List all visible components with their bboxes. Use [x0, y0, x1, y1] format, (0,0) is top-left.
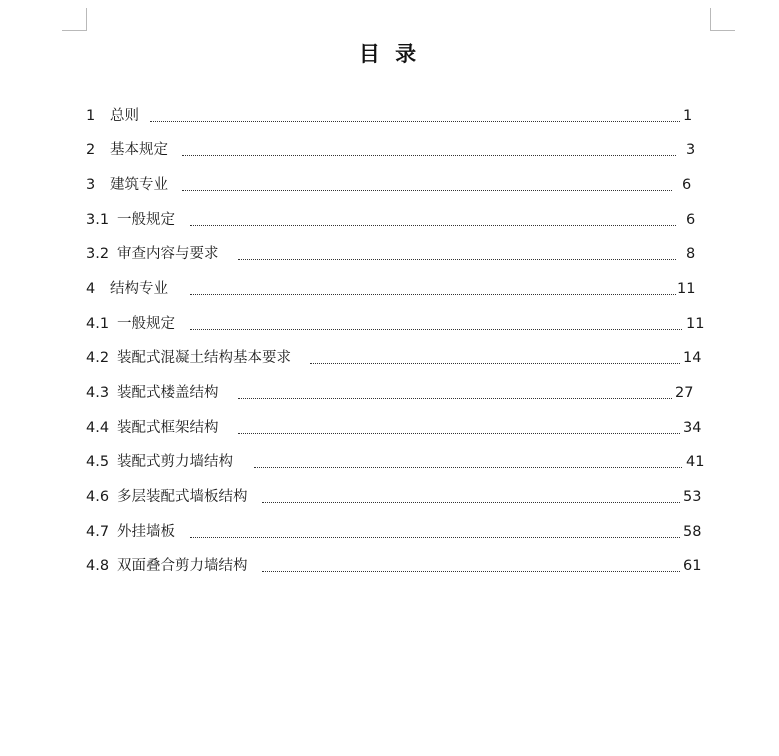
- toc-entry-page: 11: [686, 316, 705, 332]
- toc-entry-number: 4.3: [86, 385, 110, 401]
- toc-entry-number: 2: [86, 142, 96, 158]
- toc-entry-page: 14: [683, 350, 702, 366]
- toc-entry-title: 多层装配式墙板结构: [117, 489, 248, 505]
- toc-entry-page: 11: [677, 281, 696, 297]
- toc-entry-page: 1: [683, 108, 693, 124]
- margin-corner-mark: [710, 8, 735, 31]
- toc-title: 目 录: [358, 41, 421, 66]
- toc-leader-dots: [190, 329, 682, 330]
- toc-entry-title: 装配式框架结构: [117, 420, 219, 436]
- toc-entry-title: 双面叠合剪力墙结构: [117, 558, 248, 574]
- toc-entry-title: 基本规定: [110, 142, 168, 158]
- toc-leader-dots: [182, 190, 672, 191]
- toc-entry-number: 4.5: [86, 454, 110, 470]
- toc-entry-page: 41: [686, 454, 705, 470]
- toc-leader-dots: [238, 398, 672, 399]
- toc-entry-title: 装配式混凝土结构基本要求: [117, 350, 291, 366]
- toc-entry-number: 4.4: [86, 420, 110, 436]
- toc-entry-title: 装配式剪力墙结构: [117, 454, 233, 470]
- toc-leader-dots: [190, 294, 676, 295]
- toc-entry-number: 3: [86, 177, 96, 193]
- toc-entry-page: 61: [683, 558, 702, 574]
- toc-entry-title: 建筑专业: [110, 177, 168, 193]
- toc-entry-title: 结构专业: [110, 281, 168, 297]
- toc-entry-page: 6: [686, 212, 696, 228]
- toc-leader-dots: [150, 121, 680, 122]
- toc-entry-number: 4.7: [86, 524, 110, 540]
- toc-leader-dots: [262, 571, 680, 572]
- toc-leader-dots: [254, 467, 682, 468]
- toc-leader-dots: [190, 225, 676, 226]
- margin-corner-mark: [62, 8, 87, 31]
- toc-entry-title: 总则: [110, 108, 139, 124]
- toc-leader-dots: [182, 155, 676, 156]
- toc-entry-number: 4.2: [86, 350, 110, 366]
- toc-entry-number: 3.1: [86, 212, 110, 228]
- toc-leader-dots: [238, 259, 676, 260]
- toc-entry-page: 27: [675, 385, 694, 401]
- toc-leader-dots: [310, 363, 680, 364]
- toc-entry-page: 58: [683, 524, 702, 540]
- toc-entry-number: 4: [86, 281, 96, 297]
- toc-entry-page: 6: [682, 177, 692, 193]
- toc-entry-number: 4.8: [86, 558, 110, 574]
- toc-leader-dots: [262, 502, 680, 503]
- toc-entry-page: 3: [686, 142, 696, 158]
- toc-entry-number: 1: [86, 108, 96, 124]
- toc-entry-number: 4.6: [86, 489, 110, 505]
- toc-leader-dots: [238, 433, 680, 434]
- toc-entry-title: 一般规定: [117, 316, 175, 332]
- toc-entry-number: 3.2: [86, 246, 110, 262]
- toc-entry-page: 34: [683, 420, 702, 436]
- toc-entry-page: 8: [686, 246, 696, 262]
- toc-entry-page: 53: [683, 489, 702, 505]
- toc-entry-title: 审查内容与要求: [117, 246, 219, 262]
- toc-leader-dots: [190, 537, 680, 538]
- toc-entry-title: 一般规定: [117, 212, 175, 228]
- toc-entry-title: 外挂墙板: [117, 524, 175, 540]
- toc-entry-number: 4.1: [86, 316, 110, 332]
- toc-entry-title: 装配式楼盖结构: [117, 385, 219, 401]
